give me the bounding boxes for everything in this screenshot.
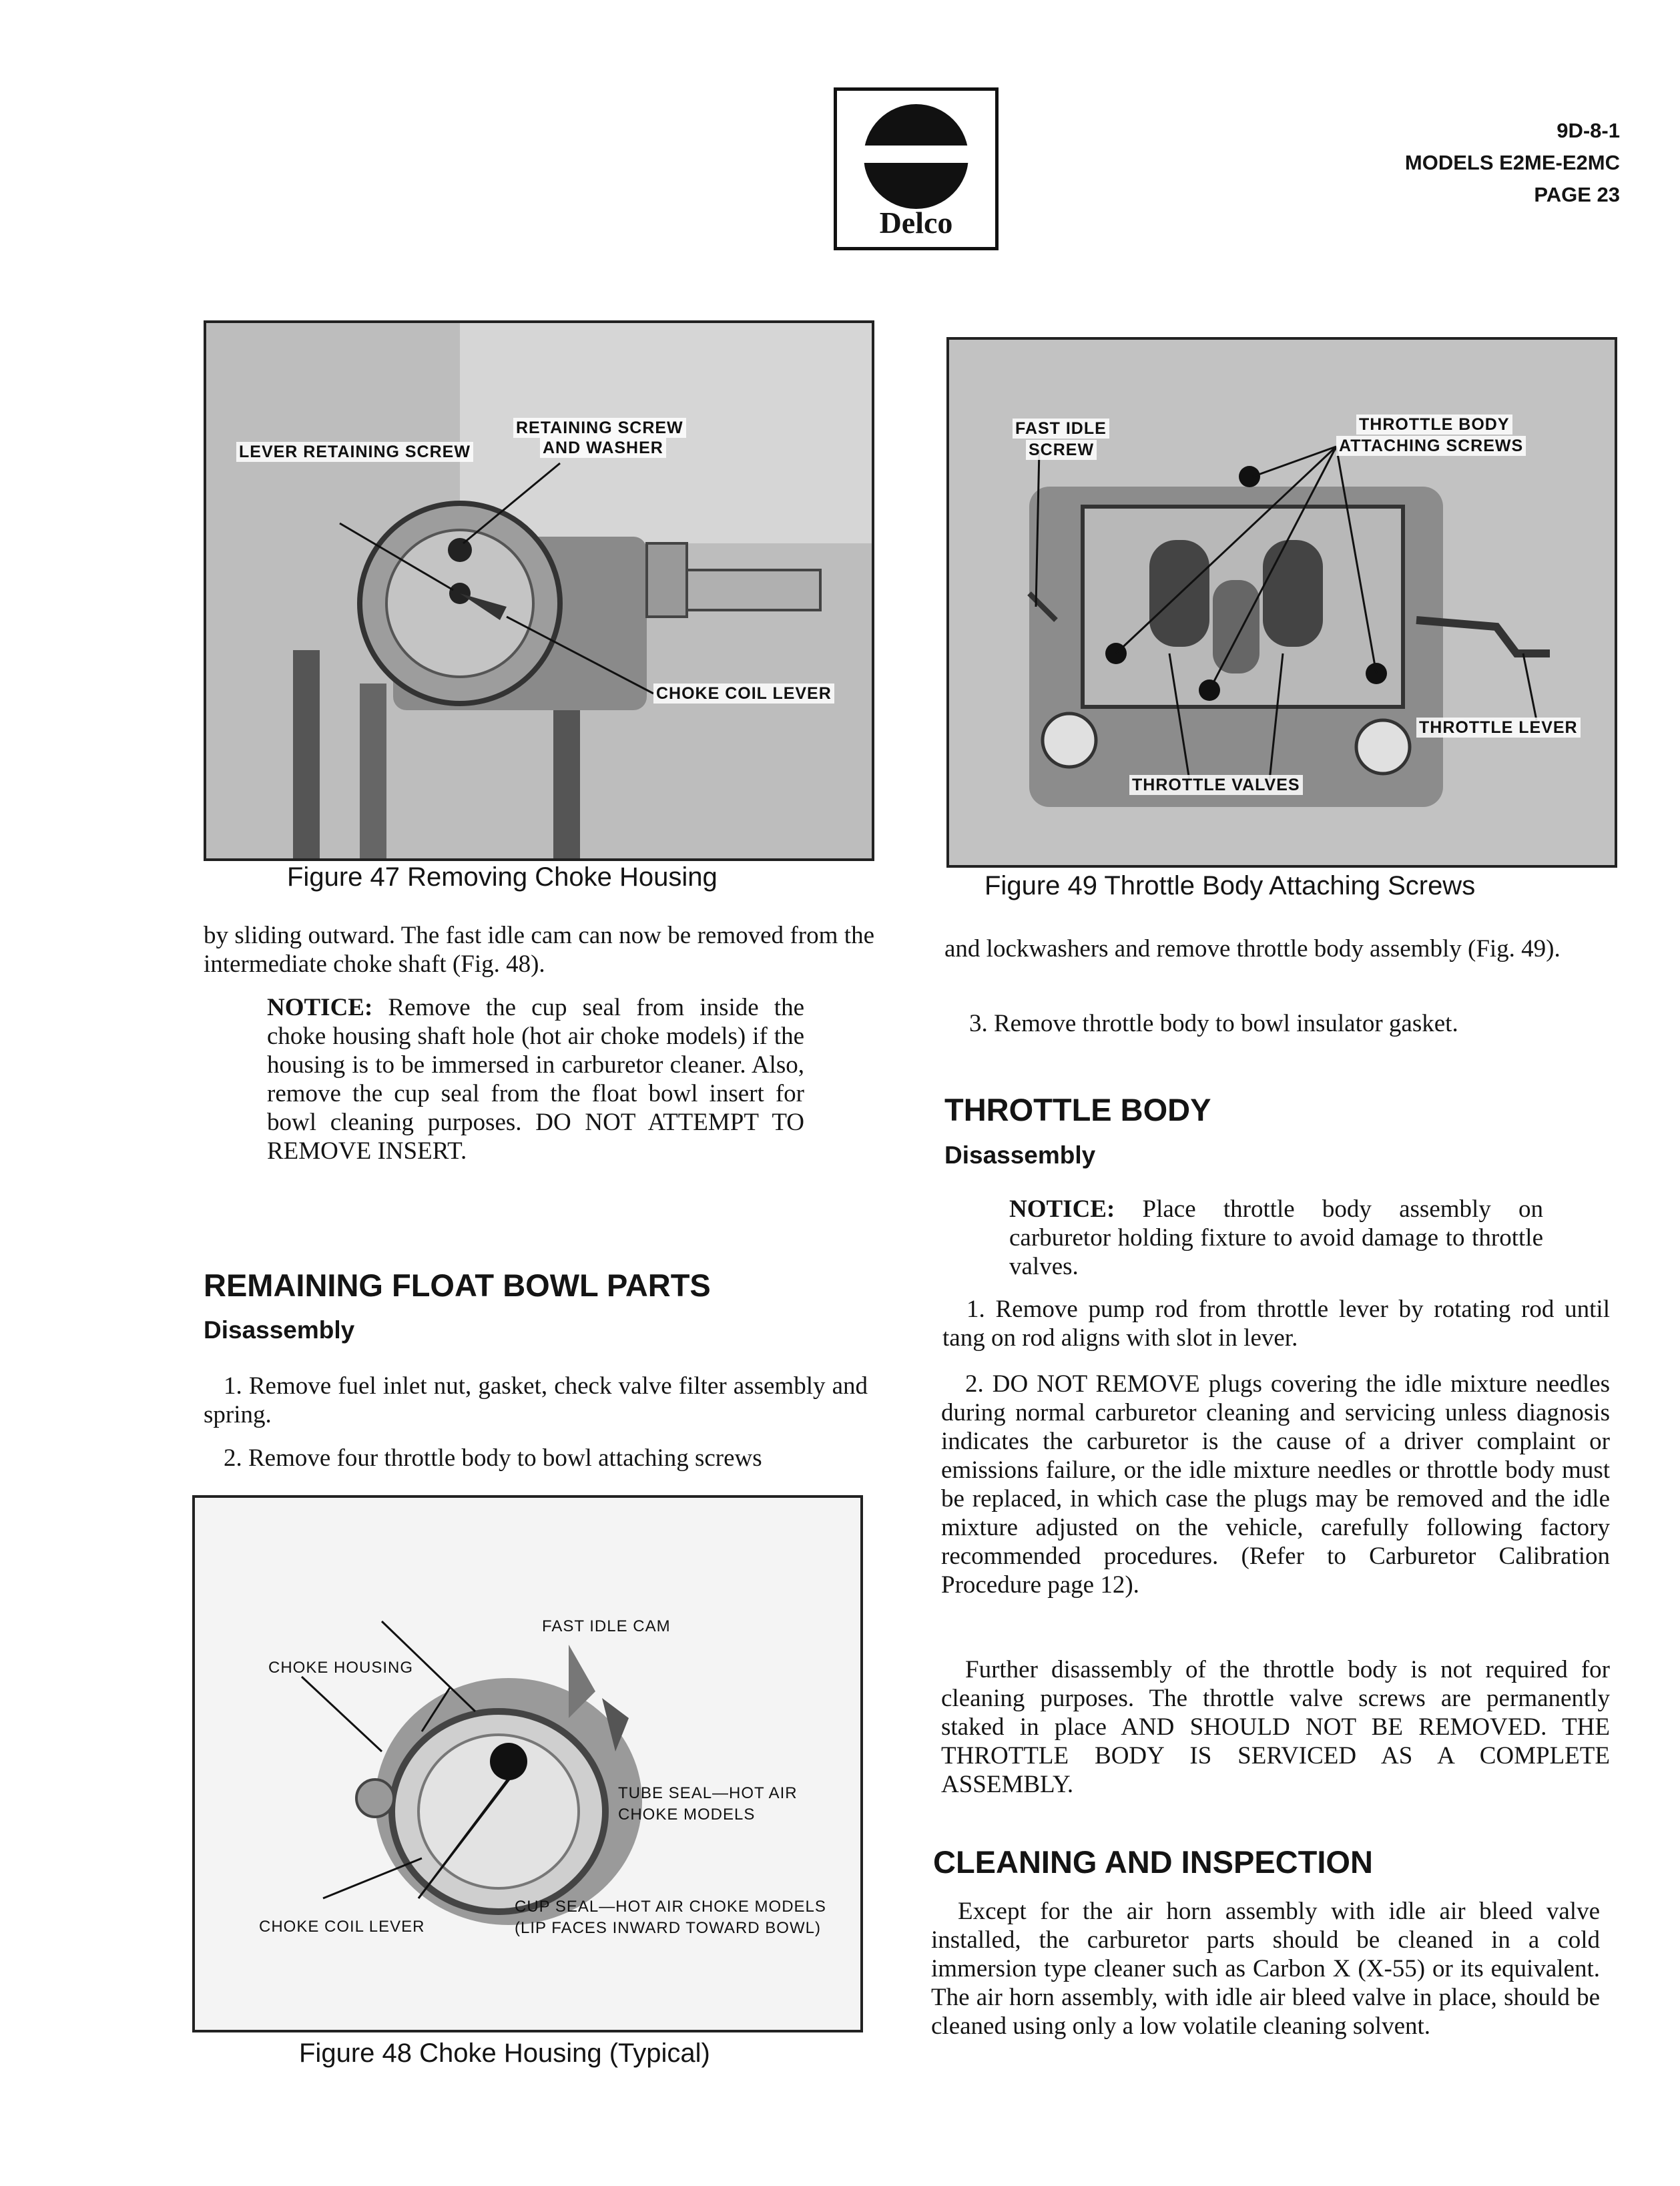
left-notice <box>267 993 804 1165</box>
left-step-2: 2. Remove four throttle body to bowl attaching screws <box>224 1444 762 1472</box>
page-header-meta <box>1405 115 1620 211</box>
heading-remaining-float-bowl-parts: REMAINING FLOAT BOWL PARTS <box>204 1268 711 1303</box>
callout-cup-seal-lip: (LIP FACES INWARD TOWARD BOWL) <box>515 1919 821 1937</box>
notice-text: Place throttle body assembly on carburetor holding fixture to avoid damage to throttle valves. <box>1009 1195 1543 1280</box>
delco-logo <box>834 87 999 250</box>
callout-attaching-screws: ATTACHING SCREWS <box>1336 436 1526 456</box>
right-step-2: 2. DO NOT REMOVE plugs covering the idle mixture needles during normal carburetor cleaning and servicing unless diagnosis indicates the carburetor is the cause of a driver complaint or emissions failure, or the idle mixture needles or throttle body must be replaced, in which case the plugs may be removed and the idle mixture adjusted on the vehicle, carefully following factory recommended procedures. (Refer to Carburetor Calibration Procedure page 12). <box>941 1370 1610 1599</box>
callout-retaining-screw: RETAINING SCREW <box>513 418 686 438</box>
subheading-disassembly-right: Disassembly <box>944 1141 1096 1169</box>
figure-48-image <box>192 1495 863 2032</box>
callout-throttle-lever: THROTTLE LEVER <box>1416 718 1581 738</box>
callout-fast-idle: FAST IDLE <box>1013 419 1109 439</box>
callout-throttle-valves: THROTTLE VALVES <box>1129 775 1303 795</box>
callout-choke-coil-lever: CHOKE COIL LEVER <box>653 684 834 704</box>
right-continuation: and lockwashers and remove throttle body assembly (Fig. 49). <box>944 935 1561 963</box>
callout-tube-seal: TUBE SEAL—HOT AIR <box>618 1784 798 1802</box>
figure-48-caption: Figure 48 Choke Housing (Typical) <box>299 2038 710 2068</box>
callout-tube-seal-models: CHOKE MODELS <box>618 1806 756 1824</box>
subheading-disassembly-left: Disassembly <box>204 1316 355 1344</box>
notice-label: NOTICE: <box>1009 1195 1115 1223</box>
callout-choke-coil-lever: CHOKE COIL LEVER <box>259 1918 425 1936</box>
callout-and-washer: AND WASHER <box>540 438 666 458</box>
callout-lever-retaining-screw: LEVER RETAINING SCREW <box>236 442 473 462</box>
notice-label: NOTICE: <box>267 994 373 1021</box>
callout-fast-idle-cam: FAST IDLE CAM <box>542 1617 671 1635</box>
emblem-bar <box>857 146 975 163</box>
choke-housing-illustration <box>195 1498 863 2032</box>
section-number: 9D-8-1 <box>1557 119 1620 142</box>
callout-throttle-body: THROTTLE BODY <box>1356 415 1512 435</box>
right-step-1: 1. Remove pump rod from throttle lever by rotating rod until tang on rod aligns with slot in lever. <box>942 1296 1610 1352</box>
callout-cup-seal: CUP SEAL—HOT AIR CHOKE MODELS <box>515 1898 826 1916</box>
callout-choke-housing: CHOKE HOUSING <box>268 1659 414 1677</box>
models-label: MODELS E2ME-E2MC <box>1404 151 1620 174</box>
choke-housing-removal-illustration <box>206 323 874 861</box>
right-step-3: 3. Remove throttle body to bowl insulator gasket. <box>969 1010 1458 1037</box>
left-step-1: 1. Remove fuel inlet nut, gasket, check valve filter assembly and spring. <box>204 1372 868 1428</box>
figure-49-image <box>946 337 1617 868</box>
page-number: PAGE 23 <box>1534 183 1620 206</box>
callout-screw: SCREW <box>1026 440 1097 460</box>
figure-47-caption: Figure 47 Removing Choke Housing <box>287 862 718 892</box>
notice-text: Remove the cup seal from inside the choke housing shaft hole (hot air choke models) if the housing is to be immersed in carburetor cleaner. Also, remove the cup seal from the float bowl insert for bowl cleaning purposes. DO NOT ATTEMPT TO REMOVE INSERT. <box>267 994 804 1165</box>
heading-cleaning-and-inspection: CLEANING AND INSPECTION <box>933 1844 1373 1880</box>
logo-wordmark: Delco <box>879 206 953 240</box>
figure-47-image <box>204 320 874 861</box>
right-further-paragraph: Further disassembly of the throttle body is not required for cleaning purposes. The throttle valve screws are permanently staked in place AND SHOULD NOT BE REMOVED. THE THROTTLE BODY IS SERVICED AS A COMPLETE ASSEMBLY. <box>941 1656 1610 1798</box>
right-notice <box>1009 1195 1543 1281</box>
figure-49-caption: Figure 49 Throttle Body Attaching Screws <box>985 871 1476 900</box>
left-intro-paragraph: by sliding outward. The fast idle cam can now be removed from the intermediate choke shaft (Fig. 48). <box>204 922 874 978</box>
cleaning-paragraph: Except for the air horn assembly with idle air bleed valve installed, the carburetor parts should be cleaned in a cold immersion type cleaner such as Carbon X (X-55) or its equivalent. The air horn assembly, with idle air bleed valve in place, should be cleaned using only a low volatile cleaning solvent. <box>931 1898 1600 2040</box>
heading-throttle-body: THROTTLE BODY <box>944 1092 1211 1127</box>
